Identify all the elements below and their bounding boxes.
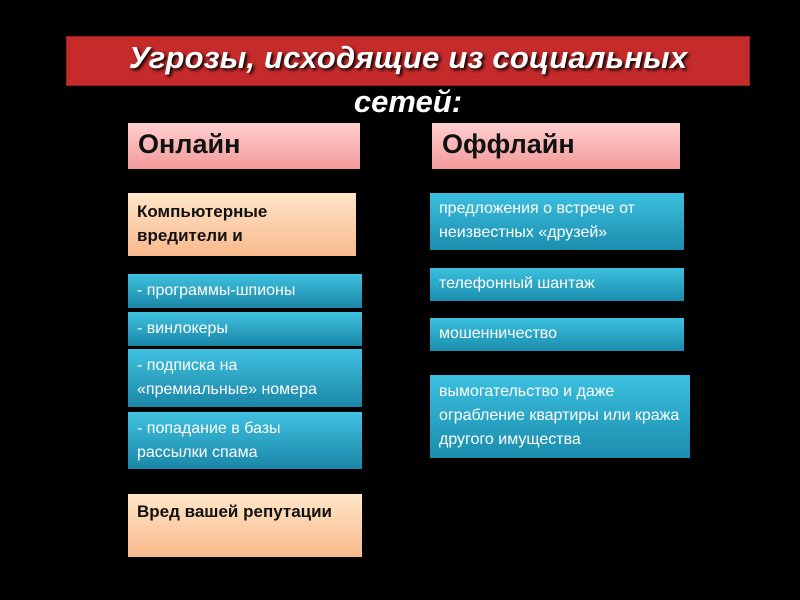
online-footer-reputation: Вред вашей репутации xyxy=(128,494,362,557)
offline-item-meeting-offers: предложения о встрече от неизвестных «друзей» xyxy=(430,193,684,250)
online-header: Онлайн xyxy=(128,123,360,169)
offline-item-phone-blackmail: телефонный шантаж xyxy=(430,268,684,301)
online-intro: Компьютерные вредители и xyxy=(128,193,356,256)
offline-item-extortion: вымогательство и даже ограбление квартиры или кража другого имущества xyxy=(430,375,690,458)
online-item-spyware: - программы-шпионы xyxy=(128,274,362,308)
online-item-spam-databases: - попадание в базы рассылки спама xyxy=(128,412,362,469)
offline-item-fraud: мошенничество xyxy=(430,318,684,351)
online-item-winlockers: - винлокеры xyxy=(128,312,362,346)
online-item-premium-subscription: - подписка на «премиальные» номера xyxy=(128,349,362,407)
slide-title-line2: сетей: xyxy=(353,84,463,119)
slide-title-line1: Угрозы, исходящие из социальных xyxy=(128,40,688,75)
offline-header: Оффлайн xyxy=(432,123,680,169)
